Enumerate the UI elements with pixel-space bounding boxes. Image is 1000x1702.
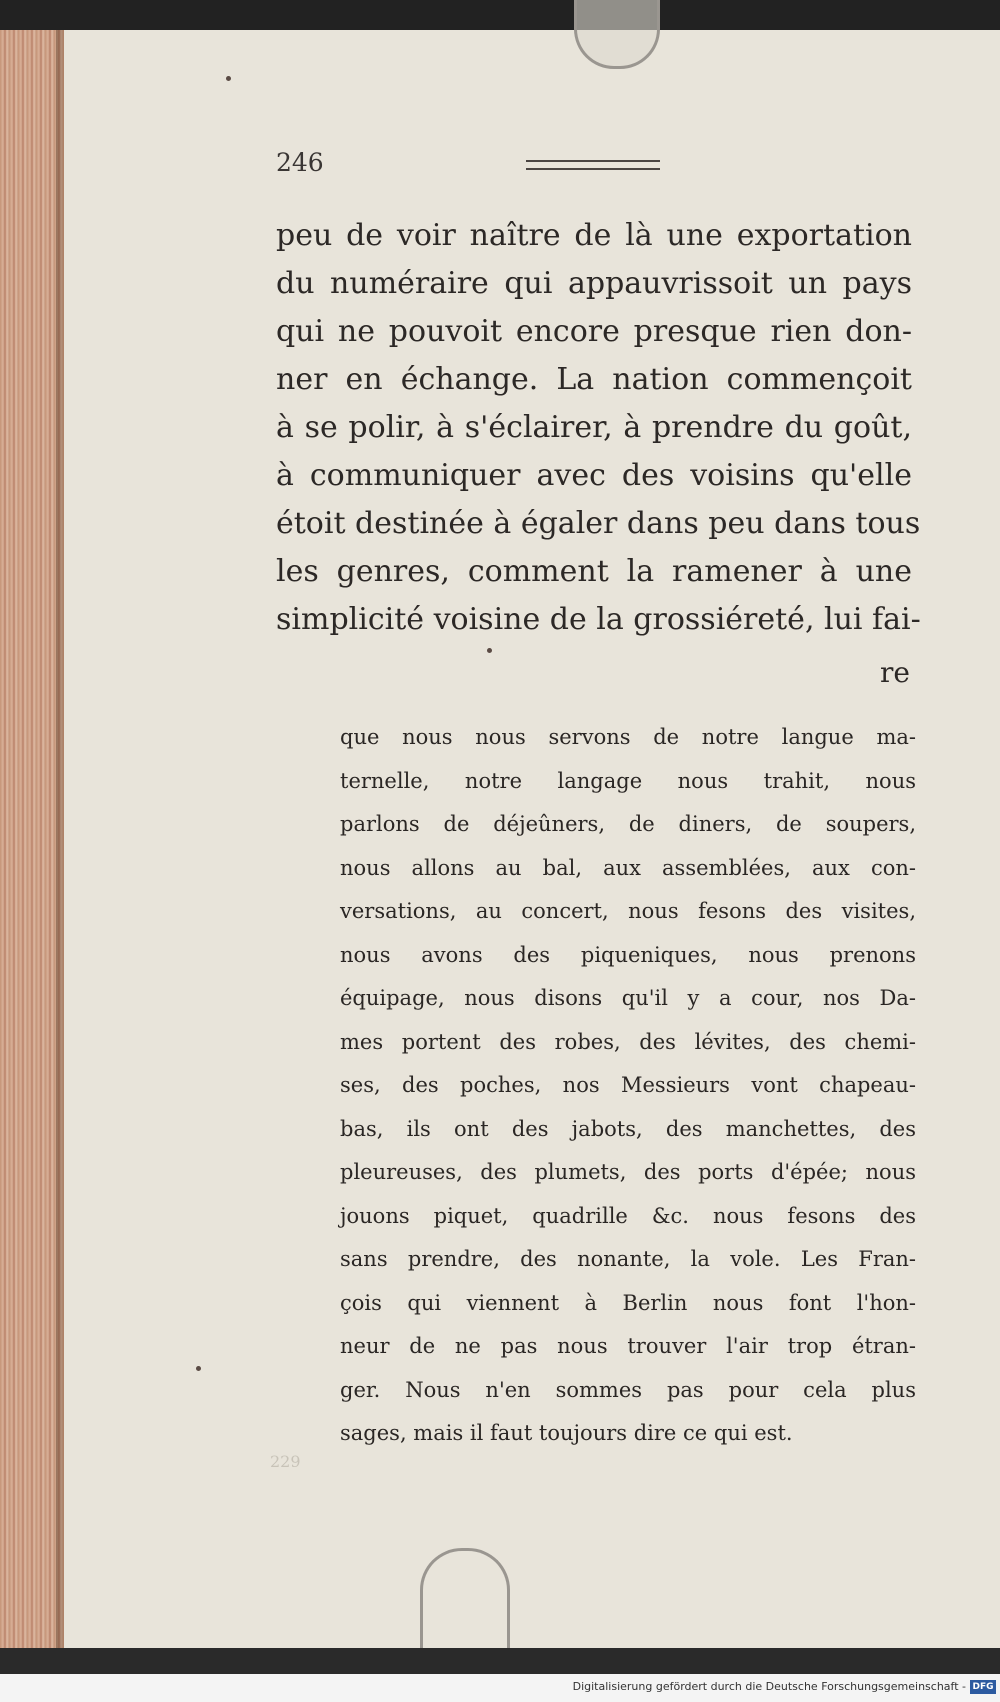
page-number: 246 [276,148,324,177]
footnote-line: jouons piquet, quadrille &c. nous fesons des [340,1203,916,1228]
footnote-line: parlons de déjeûners, de diners, de soupers, [340,812,916,836]
footnote-line: nous avons des piqueniques, nous prenons [340,942,916,967]
funding-credit: Digitalisierung gefördert durch die Deutsche Forschungsgemeinschaft - [572,1680,966,1693]
footnote-line: ternelle, notre langage nous trahit, nous [340,768,916,793]
catchword: re [880,656,910,689]
main-text-line: étoit destinée à égaler dans peu dans tous [276,506,921,541]
scan-bottom-border [0,1648,1000,1674]
paper-speck [196,1366,201,1371]
header-ornament-rule [526,160,660,170]
footnote-line: mes portent des robes, des lévites, des chemi- [340,1029,916,1054]
footnote-line: pleureuses, des plumets, des ports d'épée; nous [340,1160,916,1184]
footnote-line: ger. Nous n'en sommes pas pour cela plus [340,1377,916,1402]
scan-top-border [0,0,1000,30]
footnote-line: versations, au concert, nous fesons des visites, [340,899,916,923]
main-text-line: du numéraire qui appauvrissoit un pays [276,266,912,301]
main-text-line: les genres, comment la ramener à une [276,554,912,589]
show-through-page-number: 229 [270,1452,301,1471]
footnote-line: çois qui viennent à Berlin nous font l'hon- [340,1290,916,1315]
footnote-line: sans prendre, des nonante, la vole. Les Fran- [340,1247,916,1271]
main-text-block [276,212,921,644]
footnote-line: que nous nous servons de notre langue ma- [340,725,916,749]
dfg-logo: DFG [970,1680,996,1694]
paper-speck [487,648,492,653]
digitization-footer [0,1674,1000,1702]
main-text-line: à communiquer avec des voisins qu'elle [276,458,912,493]
footnote-line: neur de ne pas nous trouver l'air trop étran- [340,1334,916,1358]
main-text-line: peu de voir naître de là une exportation [276,218,912,253]
book-page-edges [0,30,64,1648]
footnote-line: bas, ils ont des jabots, des manchettes, des [340,1116,916,1141]
footnote-line: équipage, nous disons qu'il y a cour, nos Da- [340,986,916,1010]
main-text-line: à se polir, à s'éclairer, à prendre du goût, [276,410,912,445]
main-text-line: qui ne pouvoit encore presque rien don- [276,314,912,349]
main-text-line: ner en échange. La nation commençoit [276,362,912,397]
footnote-line: ses, des poches, nos Messieurs vont chapeau- [340,1073,916,1097]
page-clip-bottom [420,1548,510,1661]
footnote-block [340,716,916,1456]
footnote-line: sages, mais il faut toujours dire ce qui est. [340,1421,793,1445]
main-text-line: simplicité voisine de la grossiéreté, lui fai- [276,602,921,637]
footnote-line: nous allons au bal, aux assemblées, aux con- [340,855,916,880]
paper-speck [226,76,231,81]
